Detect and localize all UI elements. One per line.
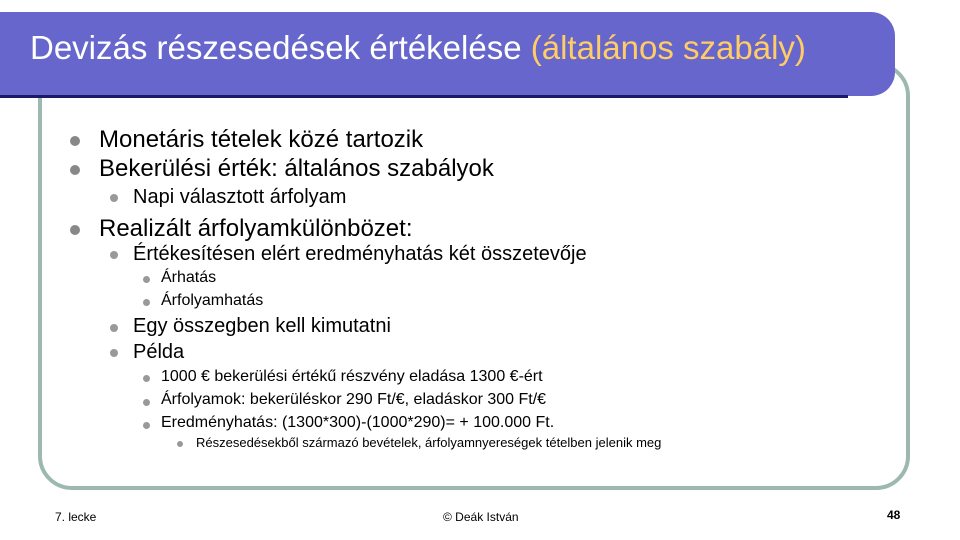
slide-title xyxy=(30,26,806,70)
bullet-dot xyxy=(143,276,150,283)
bullet-dot xyxy=(143,422,150,429)
bullet-dot xyxy=(70,136,80,146)
footer-author: © Deák István xyxy=(443,510,519,524)
bullet-dot xyxy=(177,441,183,447)
bullet-dot xyxy=(110,324,118,332)
bullet-dot xyxy=(70,225,80,235)
bullet-pelda-1: 1000 € bekerülési értékű részvény eladása 1300 €-ért xyxy=(161,368,543,385)
bullet-realizalt: Realizált árfolyamkülönbözet: xyxy=(99,215,413,242)
bullet-reszesedes: Részesedésekből származó bevételek, árfolyamnyereségek tételben jelenik meg xyxy=(196,435,662,450)
bullet-dot xyxy=(143,375,150,382)
bullet-dot xyxy=(110,251,118,259)
bullet-pelda-2: Árfolyamok: bekerüléskor 290 Ft/€, eladáskor 300 Ft/€ xyxy=(161,391,547,408)
bullet-dot xyxy=(143,299,150,306)
bullet-dot xyxy=(143,399,150,406)
bullet-dot xyxy=(110,194,118,202)
bullet-bekerulesi: Bekerülési érték: általános szabályok xyxy=(99,155,494,182)
bullet-dot xyxy=(110,349,118,357)
footer-chapter: 7. lecke xyxy=(55,510,97,524)
title-accent: (általános szabály) xyxy=(530,29,806,66)
bullet-monetaris: Monetáris tételek közé tartozik xyxy=(99,126,424,153)
title-bar xyxy=(0,12,895,96)
title-main: Devizás részesedések értékelése xyxy=(30,29,531,66)
bullet-ertekesites: Értékesítésen elért eredményhatás két összetevője xyxy=(133,243,587,265)
bullet-arhatas: Árhatás xyxy=(161,269,217,286)
bullet-dot xyxy=(70,165,80,175)
bullet-pelda: Példa xyxy=(133,341,185,363)
bullet-napi: Napi választott árfolyam xyxy=(133,186,347,208)
page-number: 48 xyxy=(887,508,901,522)
bullet-egy-osszegben: Egy összegben kell kimutatni xyxy=(133,315,391,337)
bullet-pelda-3: Eredményhatás: (1300*300)-(1000*290)= + 100.000 Ft. xyxy=(161,414,555,431)
bullet-arfolyamhatas: Árfolyamhatás xyxy=(161,292,264,309)
title-underline xyxy=(0,95,848,98)
